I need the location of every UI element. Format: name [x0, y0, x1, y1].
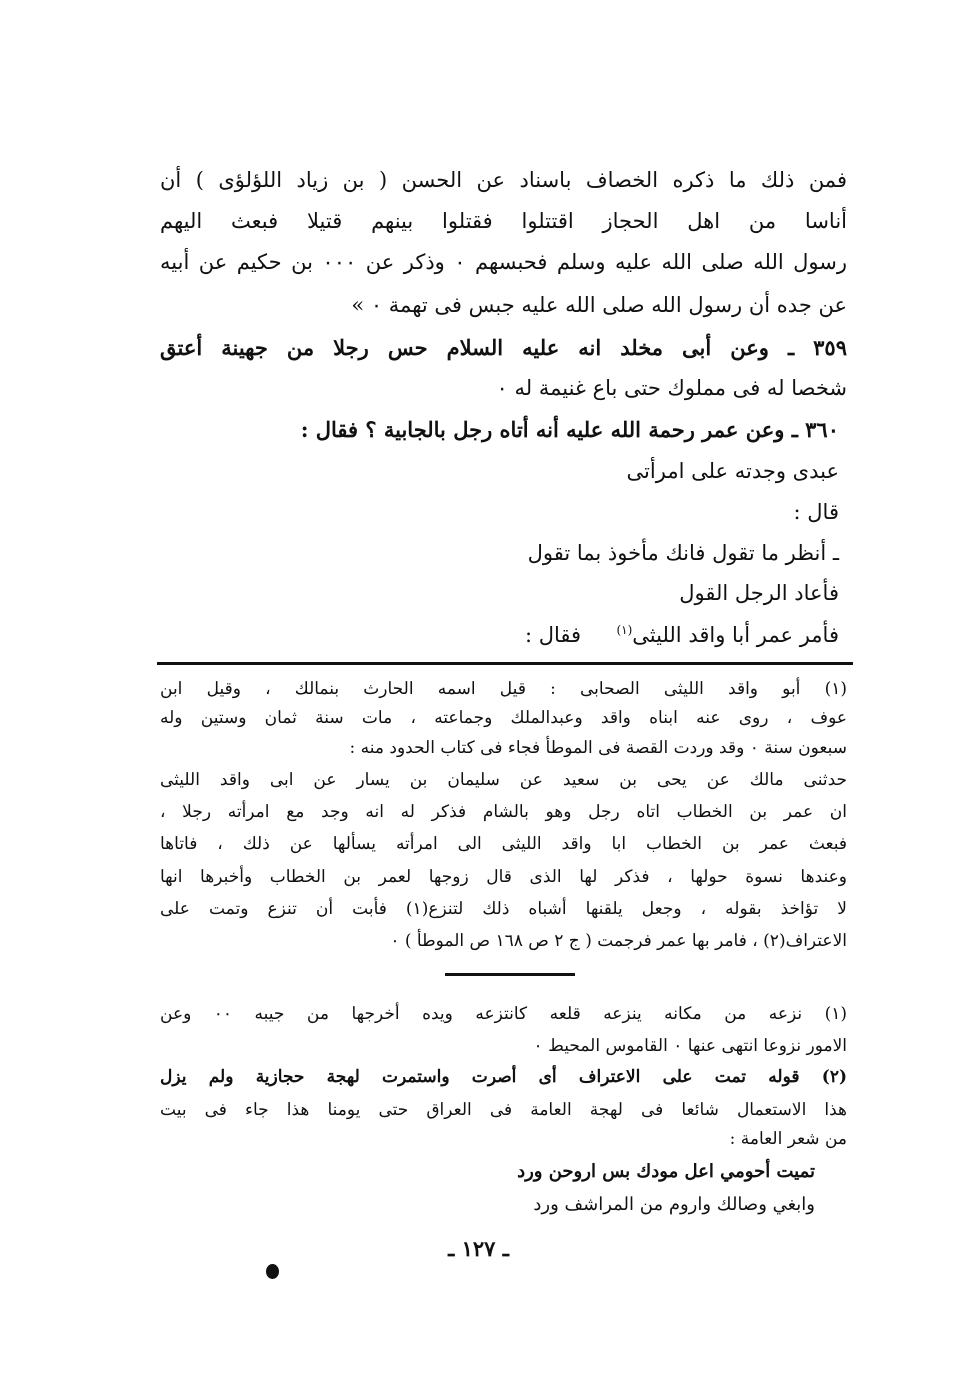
footnote-line: عوف ، روى عنه ابناه واقد وعبدالملك وجماعته ، مات سنة ثمان وستين وله [160, 708, 847, 728]
section-359-line: ٣٥٩ ـ وعن أبى مخلد انه عليه السلام حس رجلا من جهينة أعتق [160, 335, 847, 360]
footnote-line: من شعر العامة : [729, 1129, 847, 1149]
footnote-line: وعندها نسوة حولها ، فذكر لها الذى قال زوجها لعمر بن الخطاب وأخبرها انها [160, 867, 847, 887]
poem-line: وابغي وصالك واروم من المراشف ورد [533, 1194, 815, 1215]
section-360-line: ٣٦٠ ـ وعن عمر رحمة الله عليه أنه أتاه رجل بالجابية ؟ فقال : [300, 417, 839, 442]
footnote-line: هذا الاستعمال شائعا فى لهجة العامة فى العراق حتى يومنا هذا جاء فى بيت [160, 1100, 847, 1120]
dialogue-line: عبدى وجدته على امرأتى [626, 459, 839, 483]
footnote-line: (٢) قوله تمت على الاعتراف أى أصرت واستمرت لهجة حجازية ولم يزل [160, 1067, 847, 1087]
main-line: فمن ذلك ما ذكره الخصاف باسناد عن الحسن ( بن زياد اللؤلؤى ) أن [160, 168, 847, 192]
main-line: عن جده أن رسول الله صلى الله عليه جبس فى تهمة ٠ » [351, 293, 847, 317]
short-separator [445, 973, 575, 976]
footnote-line: سبعون سنة ٠ وقد وردت القصة فى الموطأ فجاء فى كتاب الحدود منه : [349, 738, 847, 758]
poem-line: تميت أحومي اعل مودك بس اروحن ورد [517, 1161, 815, 1182]
dialogue-line: ـ أنظر ما تقول فانك مأخوذ بما تقول [527, 541, 839, 565]
footnote-separator [157, 662, 853, 665]
page-number: ـ ١٢٧ ـ [448, 1236, 509, 1261]
footnote-line: الاعتراف(٢) ، فامر بها عمر فرجمت ( ج ٢ ص ١٦٨ ص الموطأ ) ٠ [390, 931, 847, 951]
last-line-text: فأمر عمر أبا واقد الليثى [632, 623, 839, 647]
footnote-line: (١) نزعه من مكانه ينزعه قلعه كانتزعه ويده أخرجها من جيبه ٠٠ وعن [160, 1004, 848, 1024]
main-line: أناسا من اهل الحجاز اقتتلوا فقتلوا بينهم قتيلا فبعث اليهم [160, 209, 847, 233]
main-line: رسول الله صلى الله عليه وسلم فحبسهم ٠ وذكر عن ٠٠٠ بن حكيم عن أبيه [160, 250, 847, 274]
dialogue-line: فأعاد الرجل القول [679, 581, 839, 605]
last-line-tail: فقال : [525, 623, 582, 647]
footnote-line: الامور نزوعا انتهى عنها ٠ القاموس المحيط ٠ [533, 1036, 847, 1056]
ink-blot [266, 1264, 279, 1279]
footnote-line: فبعث عمر بن الخطاب ابا واقد الليثى الى امرأته يسألها عن ذلك ، فاتاها [160, 834, 847, 854]
footnote-line: حدثنى مالك عن يحى بن سعيد عن سليمان بن يسار عن ابى واقد الليثى [160, 770, 847, 790]
footnote-line: (١) أبو واقد الليثى الصحابى : قيل اسمه الحارث بنمالك ، وقيل ابن [160, 679, 847, 699]
footnote-ref: (١) [616, 623, 633, 637]
footnote-line: لا تؤاخذ بقوله ، وجعل يلقنها أشباه ذلك لتنزع(١) فأبت أن تنزع وتمت على [160, 899, 847, 919]
footnote-line: ان عمر بن الخطاب اتاه رجل وهو بالشام فذكر له انه وجد مع امرأته رجلا ، [160, 802, 847, 822]
dialogue-last-line [525, 624, 839, 646]
dialogue-line: قال : [793, 500, 839, 524]
main-line: شخصا له فى مملوك حتى باع غنيمة له ٠ [496, 376, 847, 400]
